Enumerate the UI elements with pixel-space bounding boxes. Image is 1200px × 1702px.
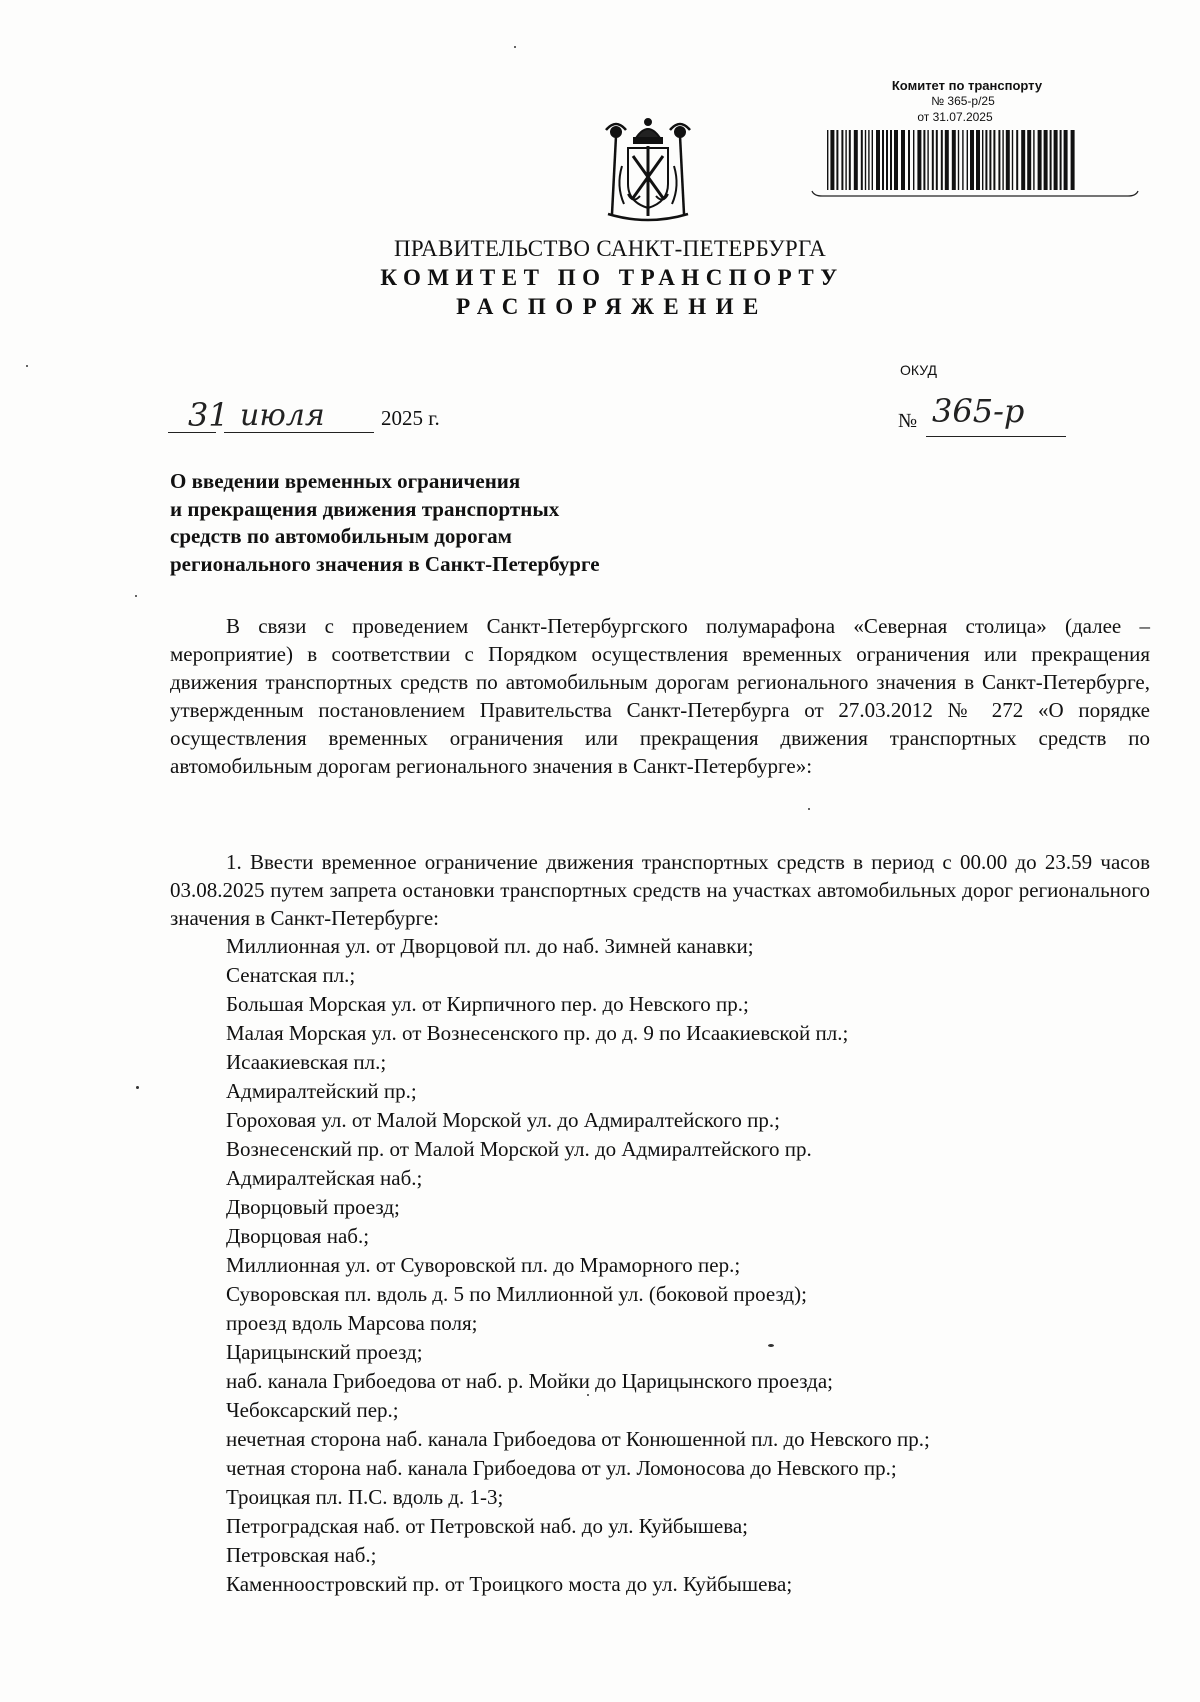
stamp-number: № 365-р/25 xyxy=(931,94,995,108)
road-list-item: Суворовская пл. вдоль д. 5 по Миллионной ул. (боковой проезд); xyxy=(226,1282,807,1306)
road-list-item: Большая Морская ул. от Кирпичного пер. до Невского пр.; xyxy=(226,992,749,1016)
date-month: июля xyxy=(240,398,325,433)
road-list-item: Гороховая ул. от Малой Морской ул. до Адмиралтейского пр.; xyxy=(226,1108,780,1132)
road-list-item: нечетная сторона наб. канала Грибоедова от Конюшенной пл. до Невского пр.; xyxy=(226,1427,930,1451)
scan-speck xyxy=(26,365,28,367)
road-list-item: Дворцовая наб.; xyxy=(226,1224,370,1248)
road-list-item: Вознесенский пр. от Малой Морской ул. до Адмиралтейского пр. xyxy=(226,1137,812,1161)
document-date xyxy=(168,396,498,442)
subject-line: регионального значения в Санкт-Петербурге xyxy=(170,551,600,576)
road-list-item: Малая Морская ул. от Вознесенского пр. до д. 9 по Исаакиевской пл.; xyxy=(226,1021,849,1045)
road-list-item: Сенатская пл.; xyxy=(226,963,356,987)
barcode xyxy=(825,130,1075,190)
road-list-item: проезд вдоль Марсова поля; xyxy=(226,1311,478,1335)
road-list-item: Дворцовый проезд; xyxy=(226,1195,400,1219)
road-list-item: Миллионная ул. от Суворовской пл. до Мраморного пер.; xyxy=(226,1253,741,1277)
subject-line: О введении временных ограничения xyxy=(170,469,521,493)
number-value: 365-р xyxy=(932,392,1025,430)
committee-title: КОМИТЕТ ПО ТРАНСПОРТУ xyxy=(380,265,844,290)
date-year: 2025 г. xyxy=(381,406,440,430)
road-list-item: Чебоксарский пер.; xyxy=(226,1398,399,1422)
subject-line: и прекращения движения транспортных xyxy=(170,496,560,521)
scan-speck xyxy=(136,1086,139,1089)
number-label: № xyxy=(898,410,918,432)
document-number xyxy=(898,392,1098,442)
government-title: ПРАВИТЕЛЬСТВО САНКТ-ПЕТЕРБУРГА xyxy=(393,236,827,261)
road-list-item: Адмиралтейская наб.; xyxy=(226,1166,423,1190)
road-list-item: Миллионная ул. от Дворцовой пл. до наб. Зимней канавки; xyxy=(226,934,754,958)
okud-label: ОКУД xyxy=(900,362,937,378)
road-list-item: Петроградская наб. от Петровской наб. до ул. Куйбышева; xyxy=(226,1514,749,1538)
scan-speck xyxy=(587,1394,589,1396)
scan-speck xyxy=(768,1344,774,1347)
scan-speck xyxy=(808,808,810,810)
road-list-item: наб. канала Грибоедова от наб. р. Мойки до Царицынского проезда; xyxy=(226,1369,834,1393)
road-list xyxy=(226,932,930,1599)
road-list-item: Исаакиевская пл.; xyxy=(226,1050,387,1074)
stamp-org: Комитет по транспорту xyxy=(891,78,1043,93)
date-day: 31 xyxy=(188,396,229,434)
document-subject xyxy=(170,468,600,578)
document-type: РАСПОРЯЖЕНИЕ xyxy=(456,294,768,319)
road-list-item: Троицкая пл. П.С. вдоль д. 1-3; xyxy=(226,1485,504,1509)
road-list-item: Адмиралтейский пр.; xyxy=(226,1079,417,1103)
coat-of-arms-emblem xyxy=(598,116,698,226)
road-list-item: Царицынский проезд; xyxy=(226,1340,423,1364)
item-1-paragraph: 1. Ввести временное ограничение движения транспортных средств в период с 00.00 до 23.59 часов 03.08.2025 путем запрета остановки транспортных средств на участках автомобильных дорог регионального значения в Санкт-Петербурге: xyxy=(170,850,1150,930)
registration-stamp xyxy=(810,74,1140,200)
subject-line: средств по автомобильным дорогам xyxy=(170,524,512,548)
scan-speck xyxy=(514,46,516,48)
road-list-item: четная сторона наб. канала Грибоедова от ул. Ломоносова до Невского пр.; xyxy=(226,1456,897,1480)
stamp-underline xyxy=(810,190,1140,198)
scan-speck xyxy=(135,595,137,597)
road-list-item: Петровская наб.; xyxy=(226,1543,377,1567)
preamble-paragraph: В связи с проведением Санкт-Петербургского полумарафона «Северная столица» (далее – мероприятие) в соответствии с Порядком осуществления временных ограничения или прекращения движения транспортных средств по автомобильным дорогам регионального значения в Санкт-Петербурге, утвержденным постановлением Правительства Санкт-Петербурга от 27.03.2012 № 272 «О порядке осуществления временных ограничения или прекращения движения транспортных средств по автомобильным дорогам регионального значения в Санкт-Петербурге»: xyxy=(170,614,1150,778)
road-list-item: Каменноостровский пр. от Троицкого моста до ул. Куйбышева; xyxy=(226,1572,793,1596)
stamp-date: от 31.07.2025 xyxy=(917,110,993,124)
